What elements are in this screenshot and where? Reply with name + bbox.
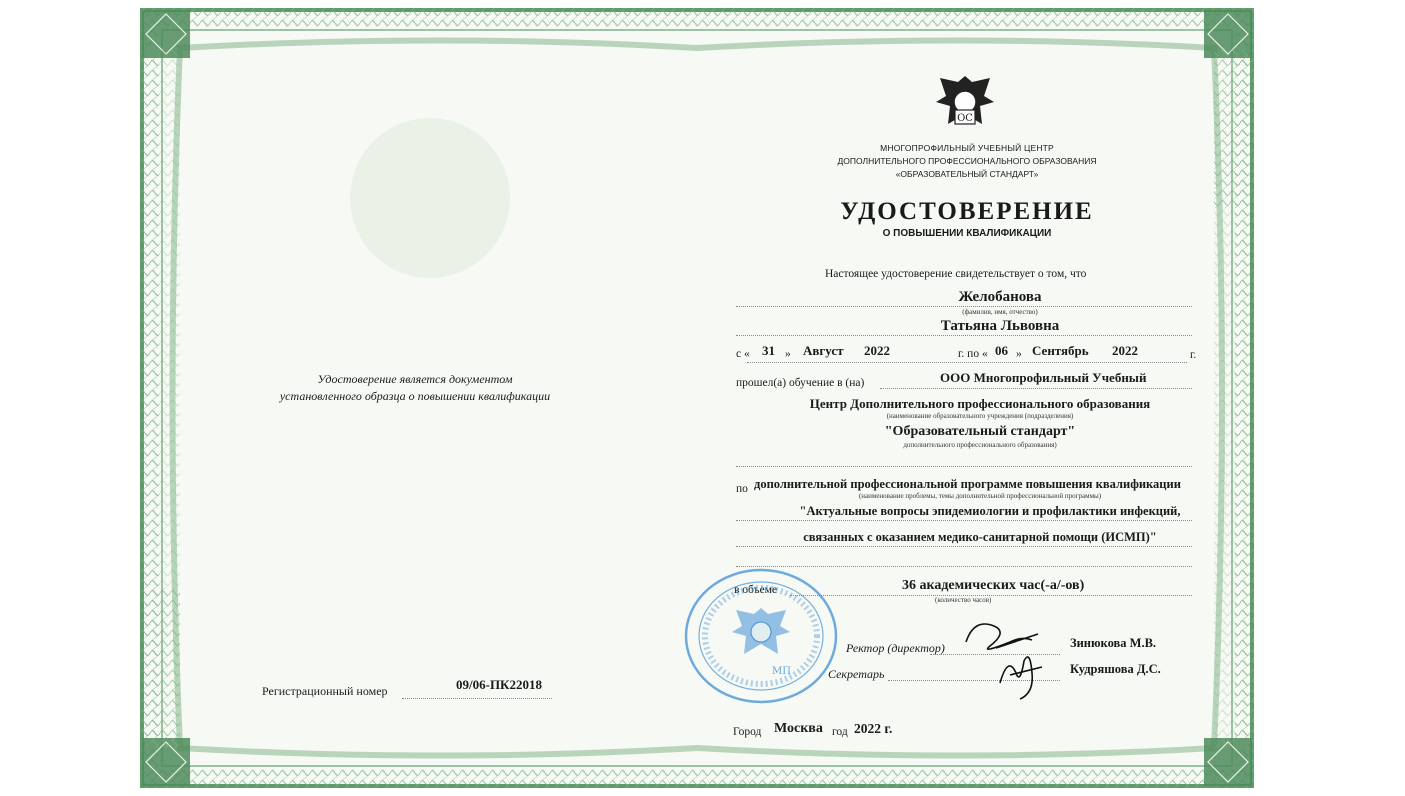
dates-underline (747, 362, 1187, 363)
registration-underline (402, 698, 552, 699)
city-label: Город (733, 726, 762, 738)
eagle-emblem-icon (930, 68, 1000, 138)
volume-hint: (количество часов) (935, 596, 992, 604)
year-value: 2022 г. (854, 721, 893, 736)
org-name-line3: «ОБРАЗОВАТЕЛЬНЫЙ СТАНДАРТ» (895, 169, 1039, 179)
date-from-year: 2022 (864, 343, 890, 358)
year-label: год (832, 726, 848, 738)
city-value: Москва (774, 721, 823, 736)
institution-underline1 (880, 388, 1192, 389)
date-year-suffix: г. (1190, 349, 1197, 361)
volume-value: 36 академических час(-а/-ов) (902, 578, 1085, 593)
program-line1: дополнительной профессиональной программе повышения квалификации (754, 477, 1181, 491)
secretary-signature-icon (990, 643, 1050, 703)
registration-label: Регистрационный номер (262, 684, 388, 698)
date-to-day: 06 (995, 343, 1008, 358)
date-to-day-close: » (1016, 348, 1022, 360)
institution-line2: Центр Дополнительного профессионального образования (809, 396, 1151, 411)
program-hint: (наименование проблемы, темы дополнительной профессиональной программы) (858, 492, 1102, 500)
surname-underline (736, 306, 1192, 307)
date-from-prefix: с « (736, 348, 750, 360)
secretary-name: Кудряшова Д.С. (1070, 662, 1161, 676)
institution-underline3 (736, 466, 1192, 467)
certificate-title: УДОСТОВЕРЕНИЕ (840, 198, 1094, 225)
institution-line3: "Образовательный стандарт" (884, 424, 1076, 439)
given-names-value: Татьяна Львовна (940, 318, 1060, 334)
program-by-label: по (736, 483, 748, 495)
date-from-month: Август (803, 343, 844, 358)
date-to-year: 2022 (1112, 343, 1138, 358)
org-name-line1: МНОГОПРОФИЛЬНЫЙ УЧЕБНЫЙ ЦЕНТР (880, 143, 1054, 153)
date-to-prefix: г. по « (958, 348, 988, 360)
svg-text:МП: МП (772, 666, 791, 677)
given-names-underline (736, 335, 1192, 336)
certificate (140, 8, 1254, 788)
institution-line1: ООО Многопрофильный Учебный (940, 370, 1147, 385)
secretary-label: Секретарь (828, 667, 885, 681)
svg-text:ОС: ОС (957, 113, 973, 124)
certificate-note-line1: Удостоверение является документом (317, 372, 513, 386)
institution-hint2: дополнительного профессионального образования) (903, 441, 1057, 449)
certificate-note-line2: установленного образца о повышении квалификации (279, 389, 551, 403)
official-stamp-icon (682, 566, 840, 706)
institution-hint1: (наименование образовательного учреждения (подразделения) (886, 412, 1074, 420)
date-from-day: 31 (762, 343, 775, 358)
certificate-subtitle: О ПОВЫШЕНИИ КВАЛИФИКАЦИИ (882, 228, 1052, 239)
registration-number: 09/06-ПК22018 (456, 677, 542, 692)
intro-text: Настоящее удостоверение свидетельствует о том, что (825, 268, 1087, 280)
program-line3: связанных с оказанием медико-санитарной помощи (ИСМП)" (803, 530, 1157, 544)
surname-value: Желобанова (958, 289, 1042, 305)
volume-label: в объеме (734, 584, 778, 596)
org-name-line2: ДОПОЛНИТЕЛЬНОГО ПРОФЕССИОНАЛЬНОГО ОБРАЗОВАНИЯ (837, 156, 1097, 166)
trained-label: прошел(а) обучение в (на) (736, 377, 865, 389)
program-underline3 (736, 546, 1192, 547)
date-from-day-close: » (785, 348, 791, 360)
rector-name: Зинюкова М.В. (1070, 636, 1157, 650)
program-line2: "Актуальные вопросы эпидемиологии и профилактики инфекций, (799, 504, 1181, 518)
program-underline2 (736, 520, 1192, 521)
date-to-month: Сентябрь (1032, 343, 1089, 358)
name-hint: (фамилия, имя, отчество) (962, 308, 1038, 316)
rector-label: Ректор (директор) (846, 641, 945, 655)
